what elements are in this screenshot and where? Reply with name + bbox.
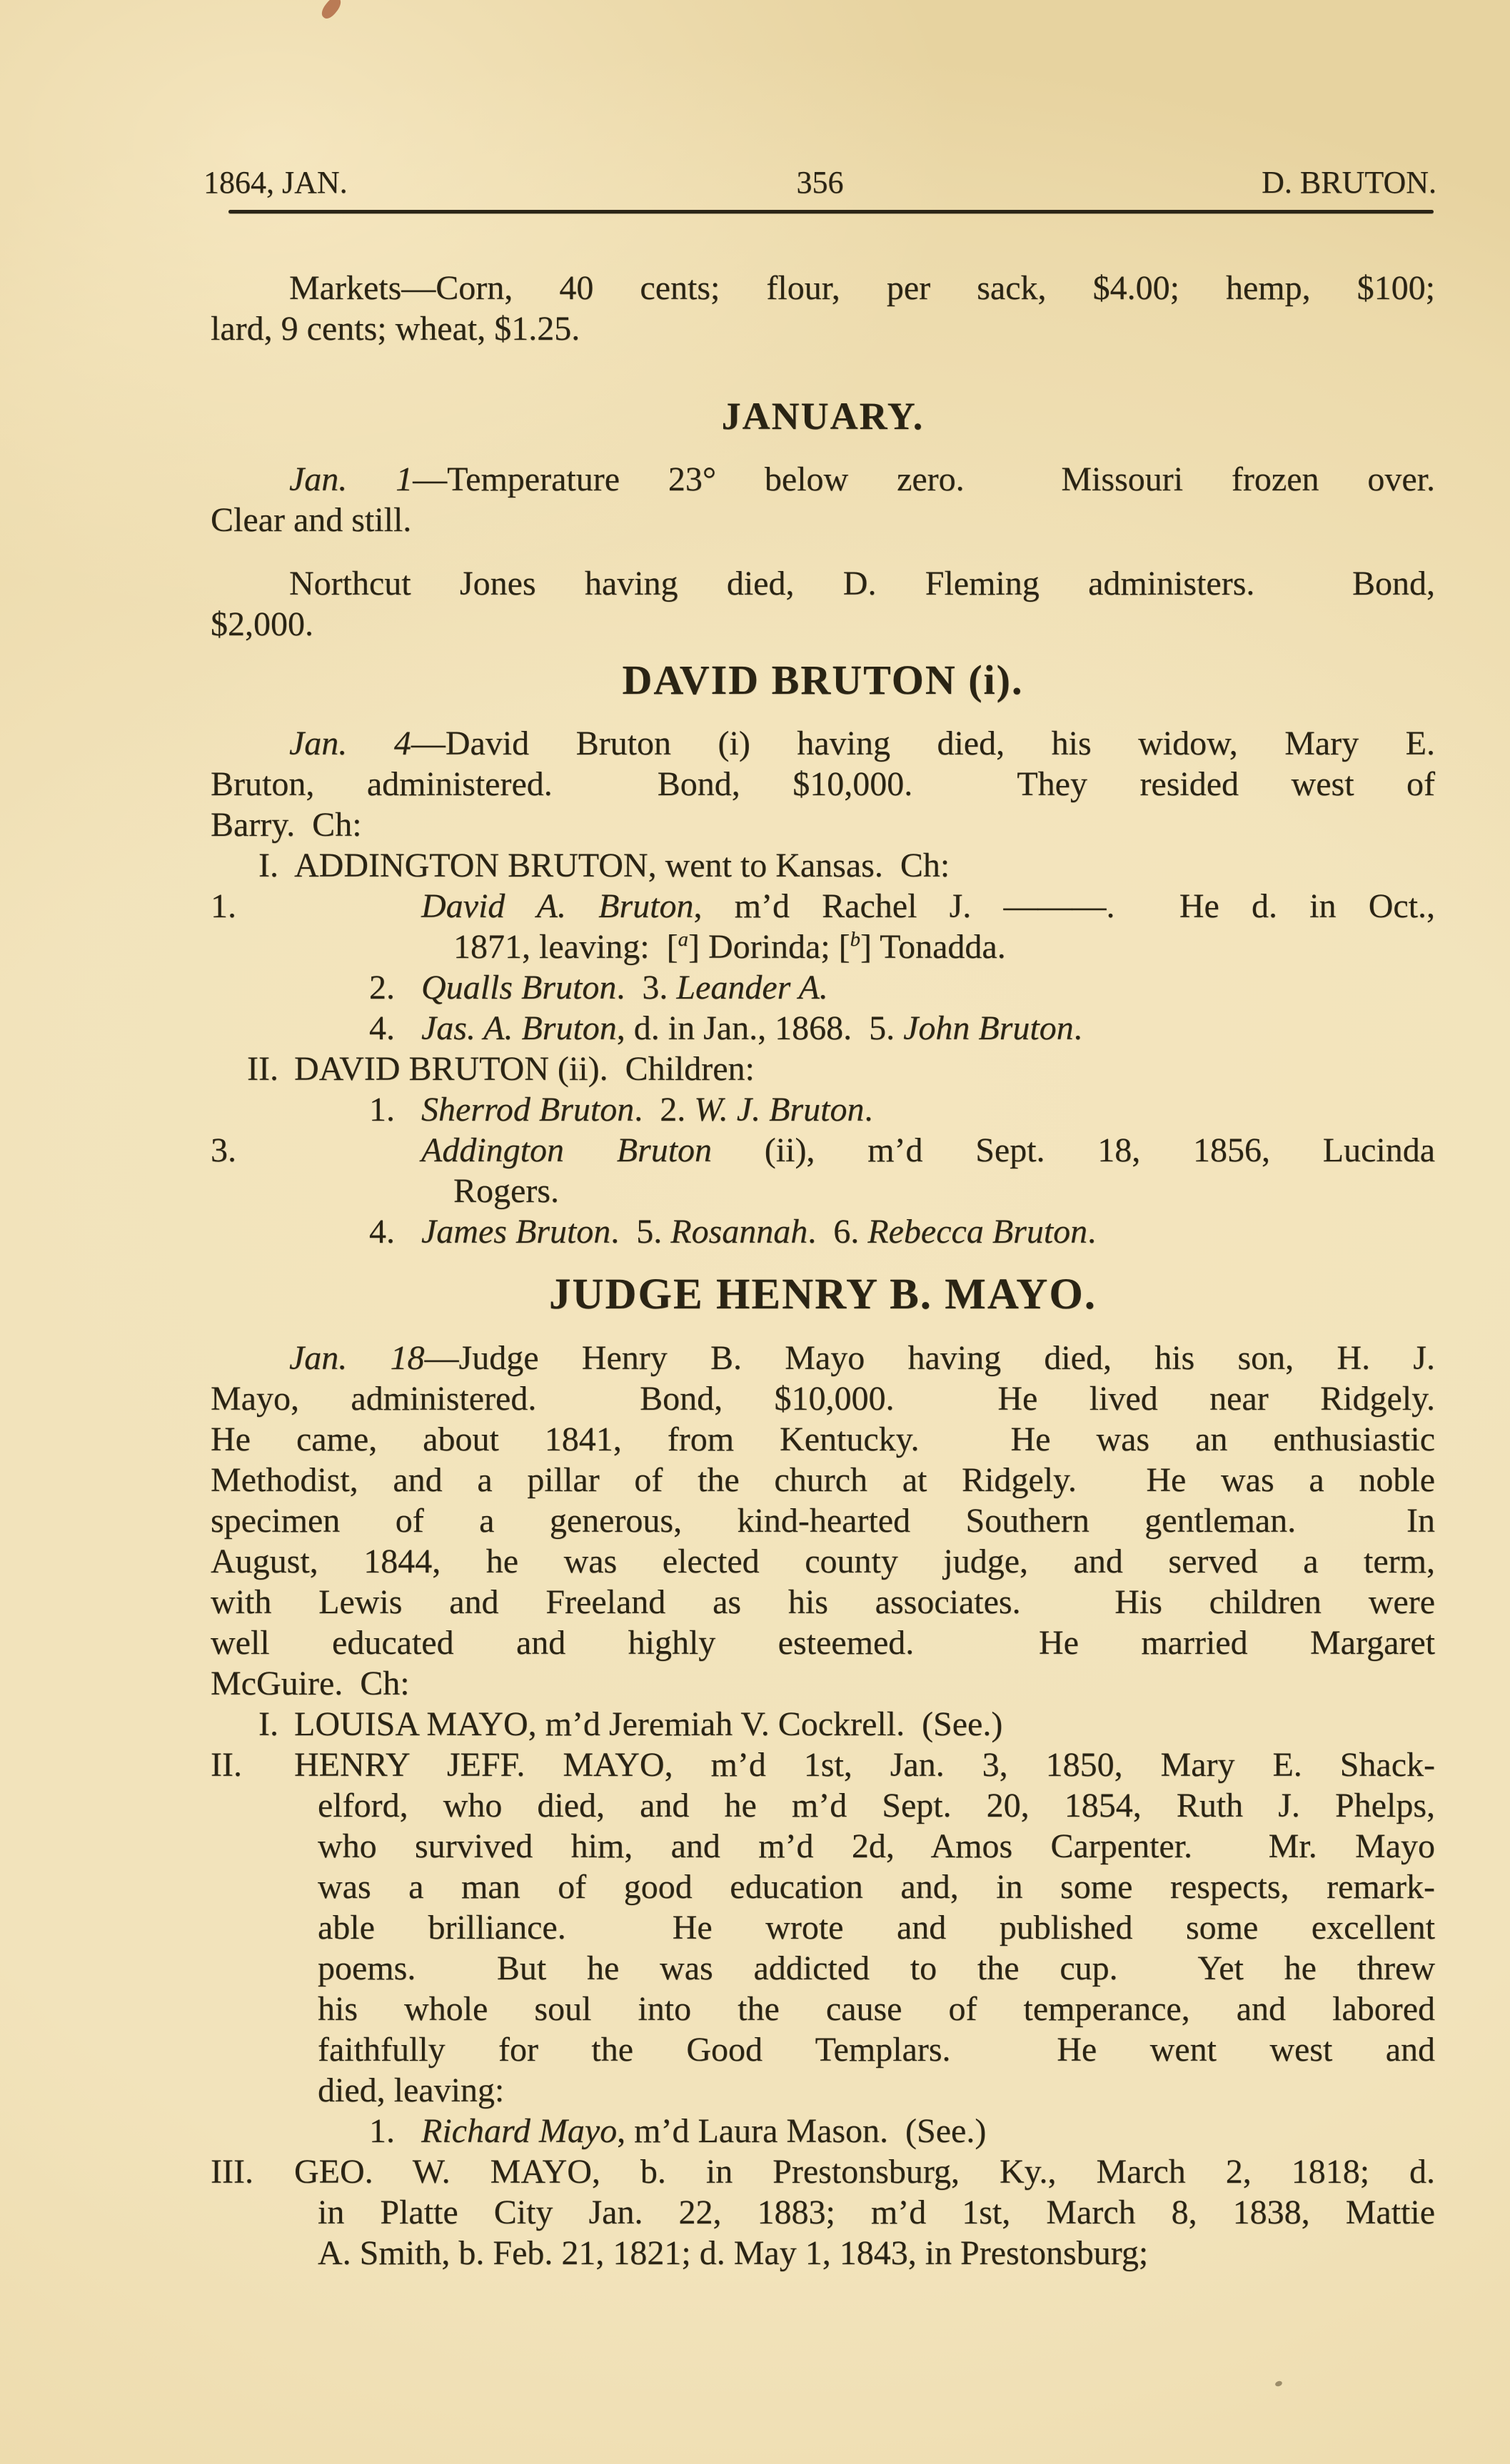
text-line: his whole soul into the cause of temperance, and labored — [318, 1990, 1435, 2028]
text-line: 1. David A. Bruton, m’d Rachel J. ———. He d. in Oct., — [211, 887, 1436, 925]
text-line: Jan. 1—Temperature 23° below zero. Missouri frozen over. — [289, 460, 1435, 498]
text-line: poems. But he was addicted to the cup. Yet he threw — [318, 1949, 1435, 1987]
running-header — [203, 165, 1436, 201]
text-line: died, leaving: — [318, 2071, 505, 2109]
text-line: Jan. 18—Judge Henry B. Mayo having died, his son, H. J. — [289, 1339, 1435, 1377]
text-line: A. Smith, b. Feb. 21, 1821; d. May 1, 1843, in Prestonsburg; — [318, 2234, 1149, 2272]
paragraph — [211, 1338, 1435, 1704]
text-line: elford, who died, and he m’d Sept. 20, 1854, Ruth J. Phelps, — [318, 1787, 1435, 1824]
text-line: I. ADDINGTON BRUTON, went to Kansas. Ch: — [258, 847, 950, 884]
text-line: faithfully for the Good Templars. He went west and — [318, 2031, 1435, 2069]
paper-speck — [1274, 2380, 1283, 2388]
text-line: 1871, leaving: [$^a$] Dorinda; [$^b$] Tonadda. — [453, 928, 1006, 966]
text-line: Barry. Ch: — [211, 806, 362, 844]
text-line: 1. Richard Mayo, m’d Laura Mason. (See.) — [369, 2112, 987, 2150]
text-line: I. LOUISA MAYO, m’d Jeremiah V. Cockrell. (See.) — [258, 1705, 1003, 1743]
text-line: He came, about 1841, from Kentucky. He was an enthusiastic — [211, 1420, 1435, 1458]
text-line: with Lewis and Freeland as his associates. His children were — [211, 1583, 1435, 1621]
genealogy-list — [211, 1704, 1435, 2273]
page-number: 356 — [796, 165, 844, 200]
text-line: Clear and still. — [211, 501, 412, 539]
text-line: who survived him, and m’d 2d, Amos Carpenter. Mr. Mayo — [318, 1827, 1435, 1865]
text-line: Mayo, administered. Bond, $10,000. He lived near Ridgely. — [211, 1380, 1435, 1418]
paper-stain — [318, 0, 343, 21]
text-line: Rogers. — [453, 1172, 559, 1210]
text-line: 4. Jas. A. Bruton, d. in Jan., 1868. 5. John Bruton. — [369, 1009, 1082, 1047]
header-rule-divider — [228, 210, 1434, 213]
text-line: specimen of a generous, kind-hearted Southern gentleman. In — [211, 1502, 1435, 1540]
paragraph — [211, 723, 1435, 845]
text-line: lard, 9 cents; wheat, $1.25. — [211, 310, 580, 348]
text-line: was a man of good education and, in some respects, remark- — [318, 1868, 1435, 1906]
paragraph — [211, 268, 1435, 349]
text-line: II. DAVID BRUTON (ii). Children: — [247, 1050, 755, 1088]
section-heading: JUDGE HENRY B. MAYO. — [548, 1271, 1097, 1318]
text-line: III. GEO. W. MAYO, b. in Prestonsburg, Ky., March 2, 1818; d. — [211, 2153, 1435, 2191]
text-line: 4. James Bruton. 5. Rosannah. 6. Rebecca Bruton. — [369, 1213, 1097, 1251]
text-line: Bruton, administered. Bond, $10,000. They resided west of — [211, 765, 1435, 803]
text-line: well educated and highly esteemed. He married Margaret — [211, 1624, 1435, 1662]
genealogy-list — [211, 845, 1435, 1252]
text-line: 1. Sherrod Bruton. 2. W. J. Bruton. — [369, 1091, 873, 1129]
text-line: $2,000. — [211, 605, 313, 643]
text-line: able brilliance. He wrote and published some excellent — [318, 1909, 1435, 1947]
text-line: Jan. 4—David Bruton (i) having died, his widow, Mary E. — [289, 724, 1436, 762]
section-heading: DAVID BRUTON (i). — [622, 657, 1024, 703]
header-surname-label: D. BRUTON. — [1262, 165, 1436, 200]
text-line: 2. Qualls Bruton. 3. Leander A. — [369, 969, 828, 1006]
text-line: McGuire. Ch: — [211, 1665, 410, 1702]
paragraph — [211, 563, 1435, 645]
text-line: August, 1844, he was elected county judge, and served a term, — [211, 1542, 1435, 1580]
section-heading: JANUARY. — [721, 395, 925, 438]
paragraph — [211, 459, 1435, 540]
text-line: II. HENRY JEFF. MAYO, m’d 1st, Jan. 3, 1850, Mary E. Shack- — [211, 1746, 1435, 1784]
header-year-label: 1864, JAN. — [203, 165, 348, 200]
text-line: Northcut Jones having died, D. Fleming administers. Bond, — [289, 565, 1435, 602]
page-content — [211, 268, 1435, 2273]
text-line: Markets—Corn, 40 cents; flour, per sack, $4.00; hemp, $100; — [289, 269, 1435, 307]
text-line: Methodist, and a pillar of the church at Ridgely. He was a noble — [211, 1461, 1435, 1499]
text-line: in Platte City Jan. 22, 1883; m’d 1st, March 8, 1838, Mattie — [318, 2193, 1435, 2231]
text-line: 3. Addington Bruton (ii), m’d Sept. 18, 1856, Lucinda — [211, 1131, 1436, 1169]
